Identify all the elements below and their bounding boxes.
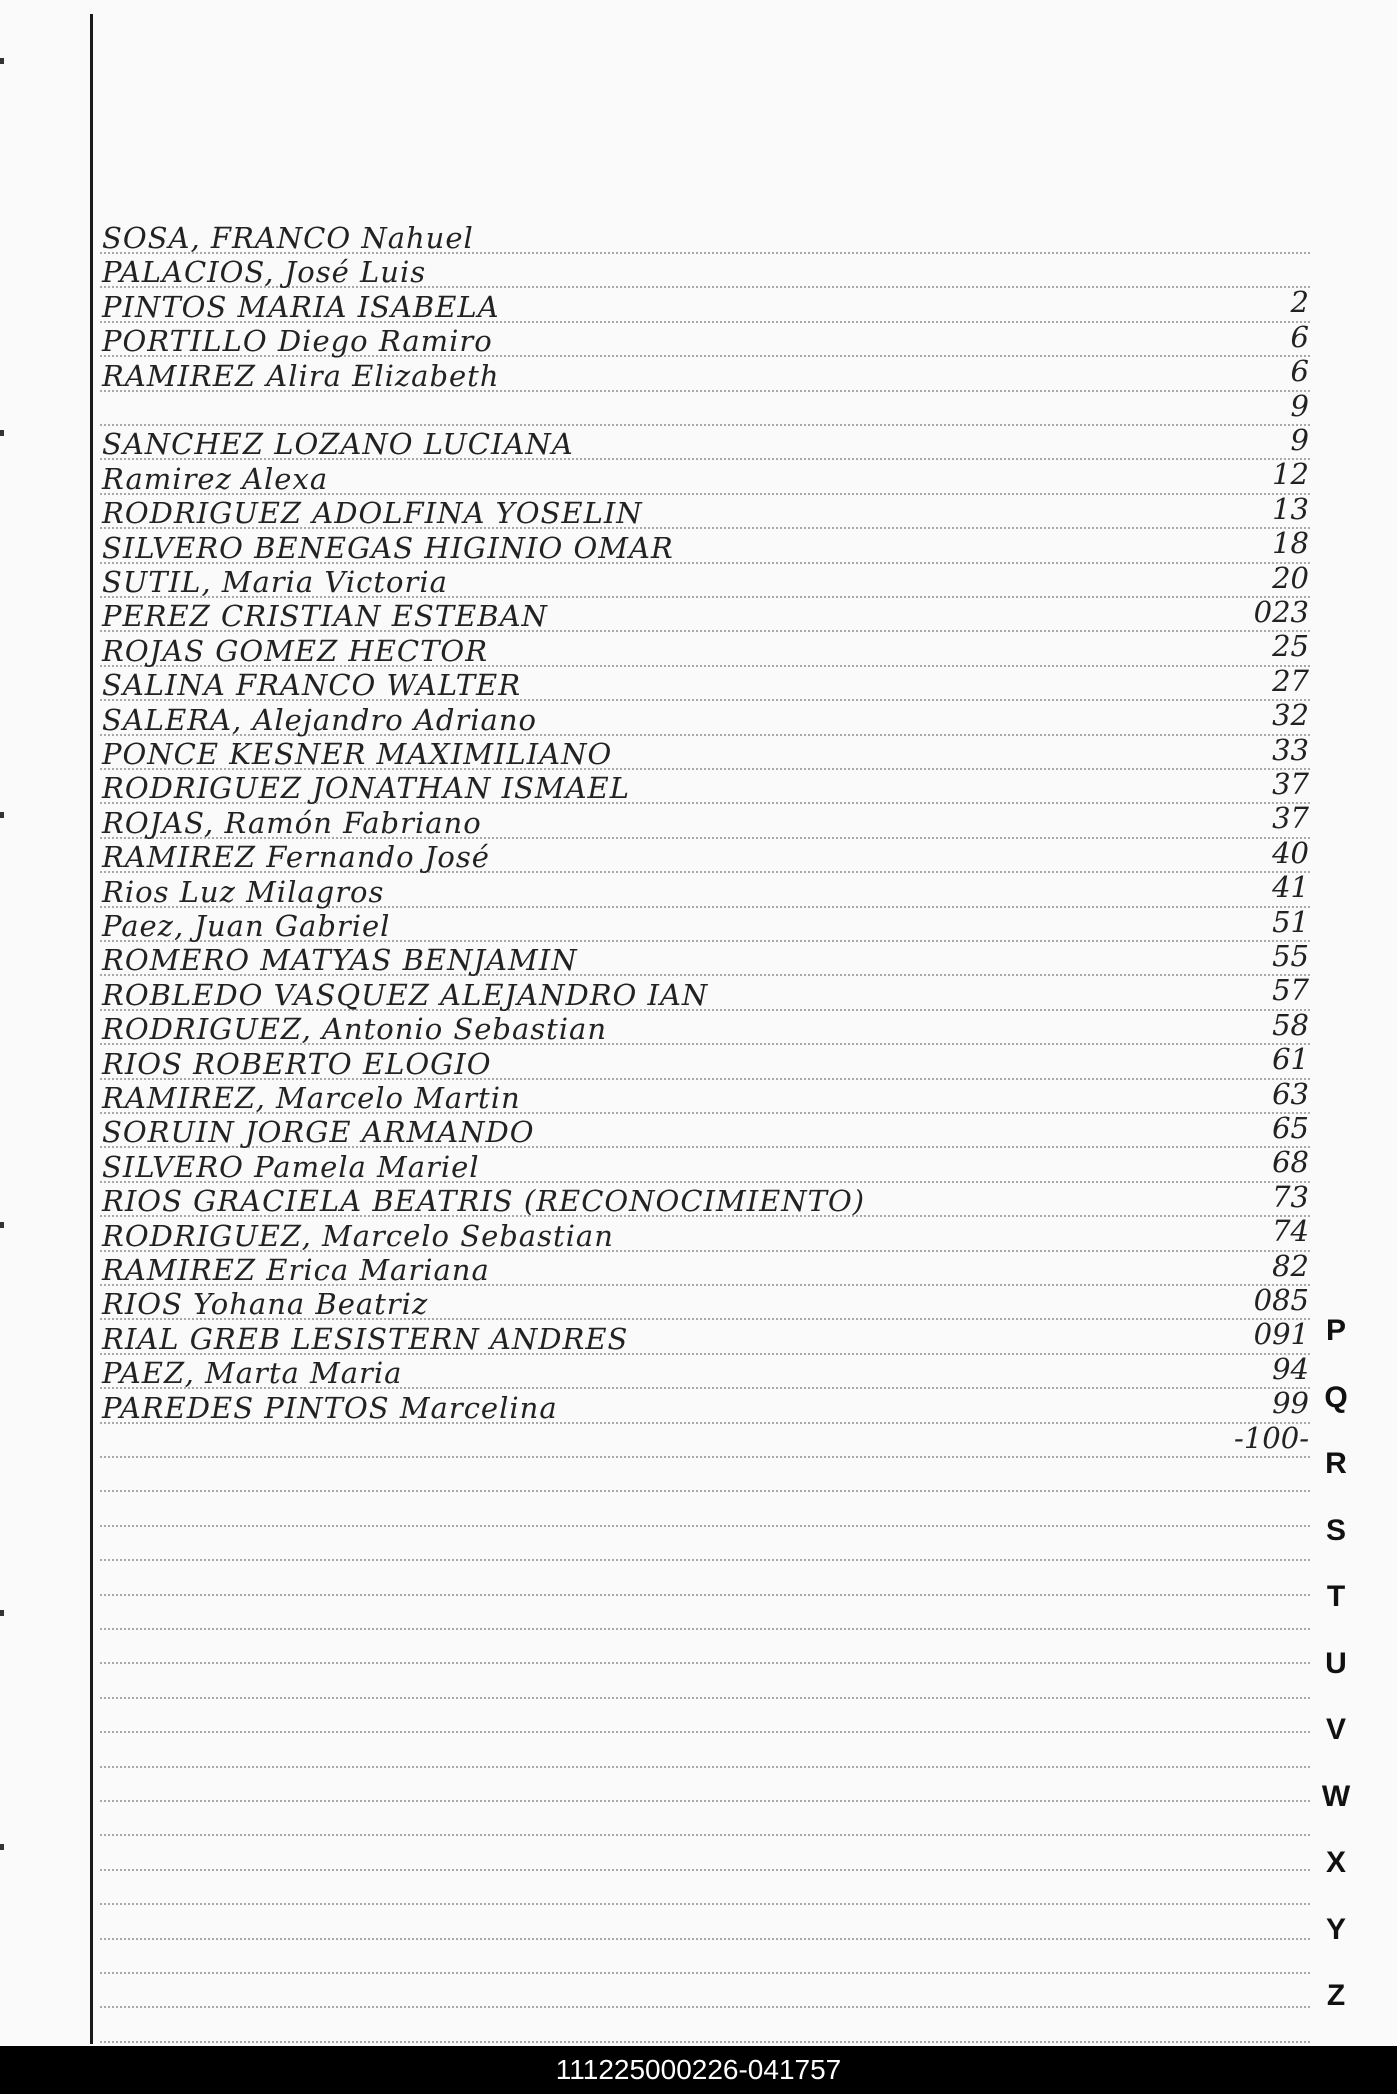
entry-name: PAREDES PINTOS Marcelina	[102, 1390, 558, 1425]
entry-number: 091	[1253, 1317, 1309, 1352]
entry-number: 68	[1272, 1145, 1309, 1180]
entry-name: ROMERO MATYAS BENJAMIN	[102, 943, 578, 978]
alphabet-tab-r[interactable]: R	[1325, 1447, 1347, 1480]
entry-number: 73	[1272, 1179, 1309, 1214]
ruled-line	[100, 1869, 1310, 1871]
entry-name: RODRIGUEZ ADOLFINA YOSELIN	[102, 496, 643, 531]
entry-name: Ramirez Alexa	[102, 461, 329, 496]
entry-name: RIOS GRACIELA BEATRIS (RECONOCIMIENTO)	[102, 1184, 866, 1219]
ruled-line	[100, 1490, 1310, 1492]
entry-number: 55	[1272, 939, 1309, 973]
ruled-line	[100, 1559, 1310, 1561]
alphabet-tab-p[interactable]: P	[1325, 1314, 1346, 1347]
ruled-line	[100, 1525, 1310, 1527]
ruled-line	[100, 1834, 1310, 1836]
alphabet-tab-w[interactable]: W	[1321, 1779, 1351, 1813]
edge-mark	[0, 812, 4, 818]
ruled-line	[100, 1628, 1310, 1630]
entry-number: 12	[1272, 457, 1309, 492]
alphabet-tab-t[interactable]: T	[1326, 1580, 1346, 1613]
entry-number: 33	[1272, 732, 1309, 767]
entry-number: 99	[1272, 1386, 1309, 1421]
entry-name: Rios Luz Milagros	[102, 874, 385, 909]
entry-number: 25	[1272, 629, 1309, 664]
alphabet-tab-y[interactable]: Y	[1325, 1912, 1346, 1946]
entry-name: RIOS Yohana Beatriz	[102, 1287, 429, 1322]
entry-number: 37	[1272, 767, 1309, 801]
margin-line	[90, 14, 93, 2044]
entry-name: RODRIGUEZ, Antonio Sebastian	[102, 1012, 608, 1047]
ruled-line	[100, 1903, 1310, 1905]
entry-name: PINTOS MARIA ISABELA	[102, 289, 500, 324]
entry-number: 20	[1272, 560, 1309, 595]
entry-name: RIOS ROBERTO ELOGIO	[102, 1046, 492, 1081]
entry-number: 82	[1272, 1248, 1309, 1283]
entry-number: 9	[1290, 388, 1309, 423]
entry-number: 18	[1272, 526, 1309, 561]
entry-name: SALINA FRANCO WALTER	[102, 668, 522, 703]
entry-number: 6	[1290, 354, 1309, 389]
entry-number: 65	[1272, 1111, 1309, 1145]
entry-number: 74	[1272, 1214, 1309, 1249]
entry-name: ROJAS GOMEZ HECTOR	[102, 633, 489, 668]
entry-name: RODRIGUEZ, Marcelo Sebastian	[102, 1218, 614, 1253]
entry-number: 9	[1290, 423, 1309, 457]
entry-number: 63	[1272, 1076, 1309, 1111]
entry-number: 41	[1272, 870, 1309, 905]
entry-name: SUTIL, Maria Victoria	[102, 565, 448, 599]
entry-number: 13	[1272, 491, 1309, 526]
entry-name: PORTILLO Diego Ramiro	[102, 324, 493, 359]
entry-number: 58	[1272, 1007, 1309, 1042]
entry-number: 32	[1272, 698, 1309, 733]
entry-name: SILVERO Pamela Mariel	[102, 1149, 480, 1184]
entry-name: ROJAS, Ramón Fabriano	[102, 805, 482, 840]
entry-name: RAMIREZ, Marcelo Martin	[102, 1081, 521, 1115]
ruled-line	[100, 1697, 1310, 1699]
entry-name: ROBLEDO VASQUEZ ALEJANDRO IAN	[102, 977, 709, 1012]
entry-name: PAEZ, Marta Maria	[102, 1356, 403, 1391]
entry-name: RODRIGUEZ JONATHAN ISMAEL	[102, 771, 630, 806]
entry-number: 94	[1272, 1351, 1309, 1386]
entry-name: RAMIREZ Alira Elizabeth	[102, 358, 500, 393]
entry-number: 61	[1272, 1042, 1309, 1077]
entry-name: RAMIREZ Fernando José	[102, 840, 490, 875]
alphabet-tab-u[interactable]: U	[1325, 1646, 1347, 1680]
alphabet-tab-q[interactable]: Q	[1324, 1380, 1348, 1414]
ruled-line	[100, 424, 1310, 426]
entry-number: 023	[1253, 595, 1309, 629]
alphabet-tab-v[interactable]: V	[1325, 1713, 1346, 1746]
ruled-line	[100, 1972, 1310, 1974]
entry-number: 2	[1290, 285, 1309, 320]
alphabet-tab-x[interactable]: X	[1325, 1846, 1346, 1879]
edge-mark	[0, 1222, 4, 1228]
ruled-line	[100, 1938, 1310, 1940]
entry-number: 40	[1272, 835, 1309, 870]
entry-name: RAMIREZ Erica Mariana	[102, 1253, 490, 1287]
ruled-line	[100, 2041, 1310, 2043]
edge-mark	[0, 58, 4, 64]
entry-number: 57	[1272, 973, 1309, 1008]
entry-number: 27	[1272, 663, 1309, 698]
entry-name: SOSA, FRANCO Nahuel	[102, 221, 474, 255]
entry-name: PONCE KESNER MAXIMILIANO	[102, 737, 613, 771]
entry-name: SANCHEZ LOZANO LUCIANA	[102, 427, 574, 462]
entry-name: SILVERO BENEGAS HIGINIO OMAR	[102, 530, 674, 565]
entry-name: Paez, Juan Gabriel	[102, 909, 391, 943]
ruled-line	[100, 1594, 1310, 1596]
entry-name: RIAL GREB LESISTERN ANDRES	[102, 1321, 629, 1356]
edge-mark	[0, 1610, 4, 1616]
entry-number: 51	[1272, 904, 1309, 939]
entry-name: PEREZ CRISTIAN ESTEBAN	[102, 599, 548, 634]
entry-number: 085	[1253, 1283, 1309, 1317]
ruled-line	[100, 1800, 1310, 1802]
footer-code: 111225000226-041757	[0, 2046, 1397, 2094]
alphabet-tab-z[interactable]: Z	[1326, 1979, 1346, 2012]
edge-mark	[0, 1844, 4, 1850]
ruled-line	[100, 2006, 1310, 2008]
edge-mark	[0, 430, 4, 436]
entry-number: 6	[1290, 319, 1309, 354]
ruled-line	[100, 1731, 1310, 1733]
alphabet-tab-s[interactable]: S	[1325, 1513, 1346, 1547]
ruled-line	[100, 1766, 1310, 1768]
entry-name: SALERA, Alejandro Adriano	[102, 702, 537, 737]
ruled-line	[100, 1662, 1310, 1664]
ruled-line	[100, 1456, 1310, 1458]
entry-number: 37	[1272, 801, 1309, 836]
entry-name: SORUIN JORGE ARMANDO	[102, 1115, 535, 1150]
entry-number: -100-	[1234, 1420, 1309, 1455]
entry-name: PALACIOS, José Luis	[102, 255, 427, 290]
